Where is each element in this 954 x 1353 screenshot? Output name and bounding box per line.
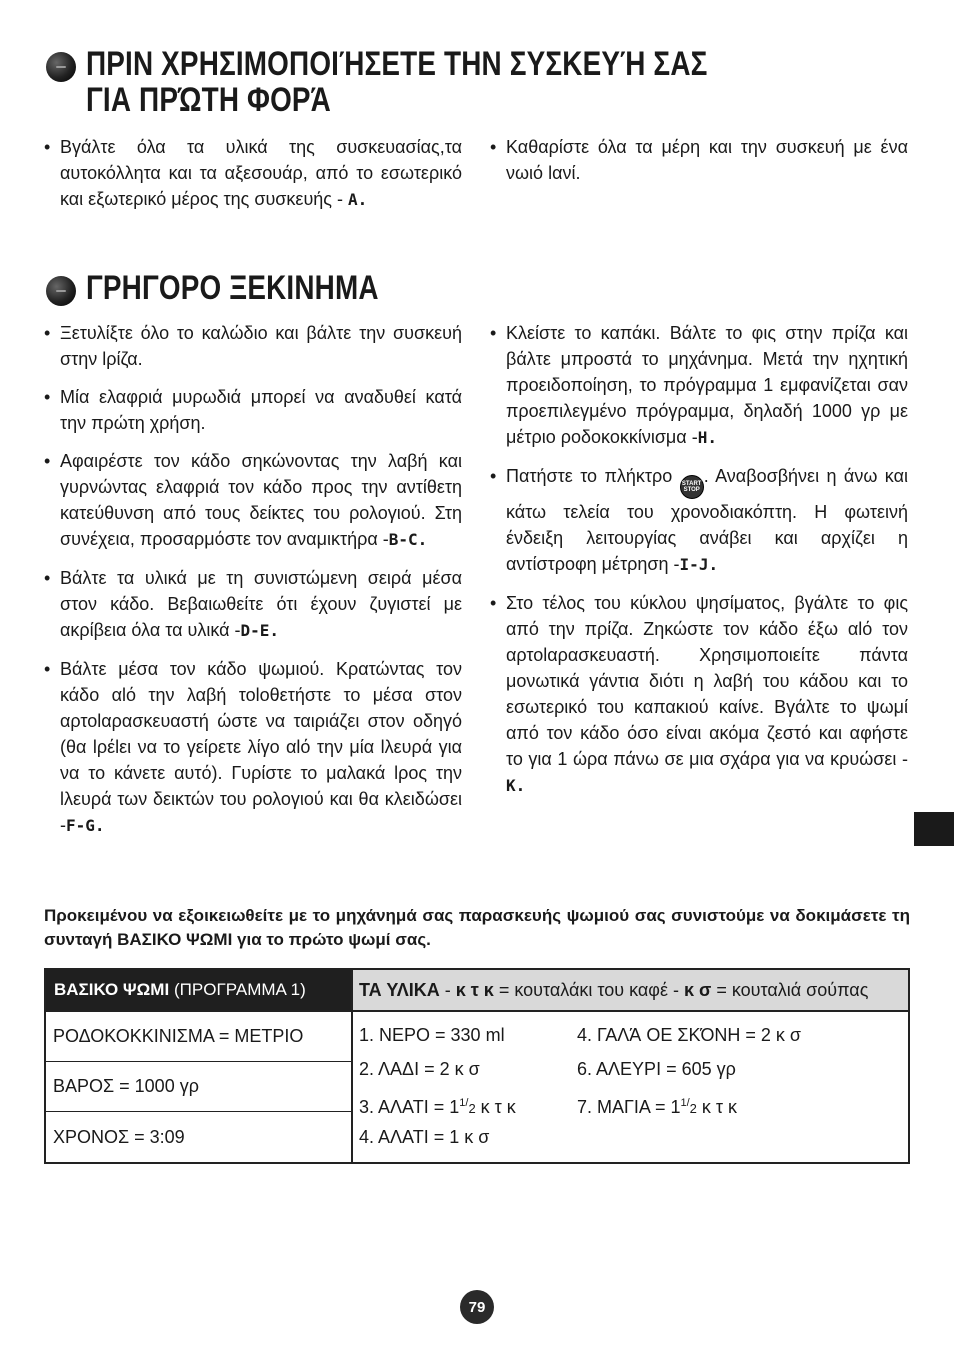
list-item: • Πατήστε το πλήκτρο START STOP . Αναβοσβήνει η άνω και κάτω τελεία του χρονοδιακόπτη. Η φωτεινή ένδειξη λειτουργίας ανάβει και αρχίζει η αντίστροφη μέτρηση -I-J. (490, 463, 908, 578)
page-number-badge: 79 (460, 1290, 494, 1324)
list-item: • Μία ελαφριά μυρωδιά μπορεί να αναδυθεί κατά την πρώτη χρήση. (44, 384, 462, 436)
side-tab-marker (914, 812, 954, 846)
ingredient-item: 1. ΝΕΡΟ = 330 ml (359, 1025, 505, 1045)
ingredient-item: 3. $A\Lambda ATI = 1^{1/}2$ κ τ κ (359, 1097, 516, 1117)
heading-first-use-line1: ΠΡΙΝ ΧΡΗΣΙΜΟΠΟΙΉΣΕΤΕ ΤΗΝ ΣΥΣΚΕΥΉ ΣΑΣ (86, 45, 708, 83)
list-item: • Στο τέλος του κύκλου ψησίματος, βγάλτε το φις από την πρίζα. Ζηκώστε τον κάδο έξω αlό τον αρτοlαρασκευαστή. Χρησιμοποιείτε πάντα μονωτικά γάντια διότι η λαβή του κάδου και το εσωτερικό του καπακιού καίνε. Βγάλτε το ψωμί από τον κάδο όσο είναι ακόμα ζεστό και αφήστε το για 1 ώρα πάνω σε μια σχάρα για να κρυώσει -K. (490, 590, 908, 799)
recipe-intro-text: Προκειμένου να εξοικειωθείτε με το μηχάνημά σας παρασκευής ψωμιού σας συνιστούμε να δοκιμάσετε τη συνταγή ΒΑΣΙΚΟ ΨΩΜΙ για το πρώτο ψωμί σας. (44, 906, 910, 949)
list-item: • Βάλτε τα υλικά με τη συνιστώμενη σειρά μέσα στον κάδο. Βεβαιωθείτε ότι έχουν ζυγιστεί με ακρίβεια όλα τα υλικά -D-E. (44, 565, 462, 644)
figure-ref: A. (347, 190, 368, 209)
recipe-settings-column (46, 970, 353, 1162)
recipe-name: ΒΑΣΙΚΟ ΨΩΜΙ (54, 980, 170, 999)
figure-ref: H. (697, 428, 717, 447)
recipe-setting-row: ΡΟΔΟΚΟΚΚΙΝΙΣΜΑ = ΜΕΤΡΙΟ (46, 1012, 351, 1062)
list-item: • Βάλτε μέσα τον κάδο ψωμιού. Κρατώντας τον κάδο αlό την λαβή τοlοθετήστε το μέσα στον αρτοlαρασκευαστή ώστε να ταιριάζει στον οδηγό (θα lρέlει να το γείρετε λίγο αlό την μία lλευρά για να το κάνετε αυτό). Γυρίστε το μαλακά lρος την lλευρά των δεικτών του ρολογιού και θα κλειδώσει -F-G. (44, 656, 462, 839)
ingredient-item: 4. ΓΑΛΆ ΟΕ ΣΚΌΝΗ = 2 κ σ (577, 1025, 802, 1045)
recipe-table (44, 968, 910, 1164)
ingredients-header: ΤΑ ΥΛΙΚΑ - κ τ κ = κουταλάκι του καφέ - κ σ = κουταλιά σούπας (353, 970, 908, 1012)
list-item: • Καθαρίστε όλα τα μέρη και την συσκευή με ένα νωιό lανί. (490, 134, 908, 186)
ingredient-item: 4. ΑΛΑΤΙ = 1 κ σ (359, 1127, 490, 1147)
heading-bullet-icon (46, 52, 76, 82)
heading-first-use-line2: ΓΙΑ ΠΡΏΤΗ ΦΟΡΆ (86, 81, 331, 119)
heading-quick-start-text: ΓΡΗΓΟΡΟ ΞΕΚΙΝΗΜΑ (86, 269, 379, 307)
figure-ref: F-G. (66, 816, 105, 835)
list-item: • Αφαιρέστε τον κάδο σηκώνοντας την λαβή και γυρνώντας ελαφριά τον κάδο προς την αντίθετη κατεύθυνση από τους δείκτες του ρολογιού. Στη συνέχεια, προσαρμόστε τον αναμικτήρα -B-C. (44, 448, 462, 553)
ingredient-item: 6. ΑΛΕΥΡΙ = 605 γρ (577, 1059, 736, 1079)
recipe-program: (ΠΡΟΓΡΑΜΜΑ 1) (173, 980, 306, 999)
figure-ref: B-C. (388, 530, 428, 549)
ingredient-item: 2. ΛΑΔΙ = 2 κ σ (359, 1059, 480, 1079)
list-item: • Ξετυλίξτε όλο το καλώδιο και βάλτε την συσκευή στην lρίζα. (44, 320, 462, 372)
ingredient-item: 7. $MA\Gamma IA = 1^{1/}2$ κ τ κ (577, 1097, 738, 1117)
heading-bullet-icon (46, 276, 76, 306)
recipe-setting-row: ΧΡΟΝΟΣ = 3:09 (53, 1126, 185, 1147)
recipe-ingredients-column (353, 970, 908, 1162)
figure-ref: K. (506, 776, 526, 795)
list-item: • Βγάλτε όλα τα υλικά της συσκευασίας,τα αυτοκόλλητα και τα αξεσουάρ, από το εσωτερικό και εξωτερικό μέρος της συσκευής - A. (44, 134, 462, 213)
section-heading-first-use (46, 46, 844, 118)
figure-ref: D-E. (240, 621, 280, 640)
recipe-name-header (46, 970, 351, 1012)
start-stop-icon: START STOP (680, 475, 704, 499)
ingredients-label: ΤΑ ΥΛΙΚΑ (359, 979, 440, 1000)
figure-ref: I-J. (679, 555, 719, 574)
first-use-right-column (490, 134, 908, 198)
list-item: • Κλείστε το καπάκι. Βάλτε το φις στην πρίζα και βάλτε μπροστά το μηχάνημα. Μετά την ηχητική προειδοποίηση, το πρόγραμμα 1 εμφανίζεται σαν προεπιλεγμένο πρόγραμμα, δηλαδή 1000 γρ με μέτριο ροδοκοκκίνισμα -H. (490, 320, 908, 451)
recipe-setting-row: ΒΑΡΟΣ = 1000 γρ (46, 1062, 351, 1112)
quick-start-right-column (490, 320, 908, 811)
first-use-left-column (44, 134, 462, 225)
section-heading-quick-start (46, 270, 443, 306)
quick-start-left-column (44, 320, 462, 851)
